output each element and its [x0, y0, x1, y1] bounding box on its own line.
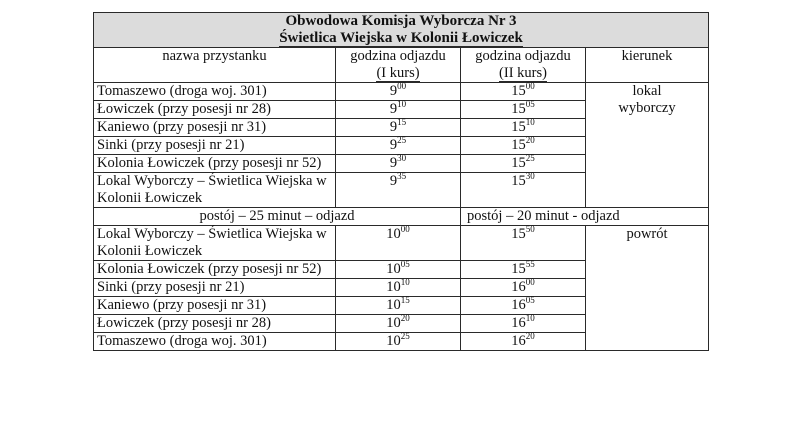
direction-outbound: lokal wyborczy — [586, 83, 709, 208]
time-cell-2: $16^{10}$ — [461, 315, 586, 333]
stop-name: Sinki (przy posesji nr 21) — [94, 279, 336, 297]
bus-schedule-table — [93, 12, 709, 351]
time-cell-1: $10^{10}$ — [336, 279, 461, 297]
time-cell-1: $9^{25}$ — [336, 137, 461, 155]
title-row — [94, 13, 709, 48]
stopover-right: postój – 20 minut - odjazd — [461, 208, 709, 226]
stop-name: Tomaszewo (droga woj. 301) — [94, 333, 336, 351]
time-cell-1: $10^{00}$ — [336, 226, 461, 261]
time-cell-2: $15^{25}$ — [461, 155, 586, 173]
stop-name: Kolonia Łowiczek (przy posesji nr 52) — [94, 261, 336, 279]
time-cell-2: $15^{20}$ — [461, 137, 586, 155]
header-direction: kierunek — [586, 48, 709, 83]
time-cell-2: $15^{30}$ — [461, 173, 586, 208]
time-cell-2: $15^{55}$ — [461, 261, 586, 279]
time-cell-1: $9^{00}$ — [336, 83, 461, 101]
header-row — [94, 48, 709, 83]
time-cell-1: $10^{20}$ — [336, 315, 461, 333]
time-cell-1: $9^{35}$ — [336, 173, 461, 208]
stop-name: Lokal Wyborczy – Świetlica Wiejska w Kolonii Łowiczek — [94, 226, 336, 261]
stop-name: Sinki (przy posesji nr 21) — [94, 137, 336, 155]
stop-name: Lokal Wyborczy – Świetlica Wiejska w Kolonii Łowiczek — [94, 173, 336, 208]
table-row — [94, 83, 709, 101]
time-cell-2: $16^{20}$ — [461, 333, 586, 351]
header-stop: nazwa przystanku — [94, 48, 336, 83]
header-time-2: godzina odjazdu (II kurs) — [461, 48, 586, 83]
time-cell-2: $16^{05}$ — [461, 297, 586, 315]
time-cell-2: $15^{00}$ — [461, 83, 586, 101]
stop-name: Tomaszewo (droga woj. 301) — [94, 83, 336, 101]
time-cell-2: $16^{00}$ — [461, 279, 586, 297]
time-cell-2: $15^{05}$ — [461, 101, 586, 119]
time-cell-1: $9^{10}$ — [336, 101, 461, 119]
direction-return: powrót — [586, 226, 709, 351]
stop-name: Łowiczek (przy posesji nr 28) — [94, 315, 336, 333]
time-cell-2: $15^{10}$ — [461, 119, 586, 137]
stopover-left: postój – 25 minut – odjazd — [94, 208, 461, 226]
time-cell-1: $10^{25}$ — [336, 333, 461, 351]
table-row — [94, 226, 709, 261]
table-title — [94, 13, 709, 48]
time-cell-2: $15^{50}$ — [461, 226, 586, 261]
stop-name: Kaniewo (przy posesji nr 31) — [94, 297, 336, 315]
stop-name: Kolonia Łowiczek (przy posesji nr 52) — [94, 155, 336, 173]
stop-name: Łowiczek (przy posesji nr 28) — [94, 101, 336, 119]
time-cell-1: $10^{15}$ — [336, 297, 461, 315]
stop-name: Kaniewo (przy posesji nr 31) — [94, 119, 336, 137]
title-line-1: Obwodowa Komisja Wyborcza Nr 3 — [285, 13, 517, 29]
header-time-1: godzina odjazdu (I kurs) — [336, 48, 461, 83]
title-line-2: Świetlica Wiejska w Kolonii Łowiczek — [279, 30, 523, 46]
stopover-row — [94, 208, 709, 226]
time-cell-1: $9^{30}$ — [336, 155, 461, 173]
time-cell-1: $10^{05}$ — [336, 261, 461, 279]
time-cell-1: $9^{15}$ — [336, 119, 461, 137]
